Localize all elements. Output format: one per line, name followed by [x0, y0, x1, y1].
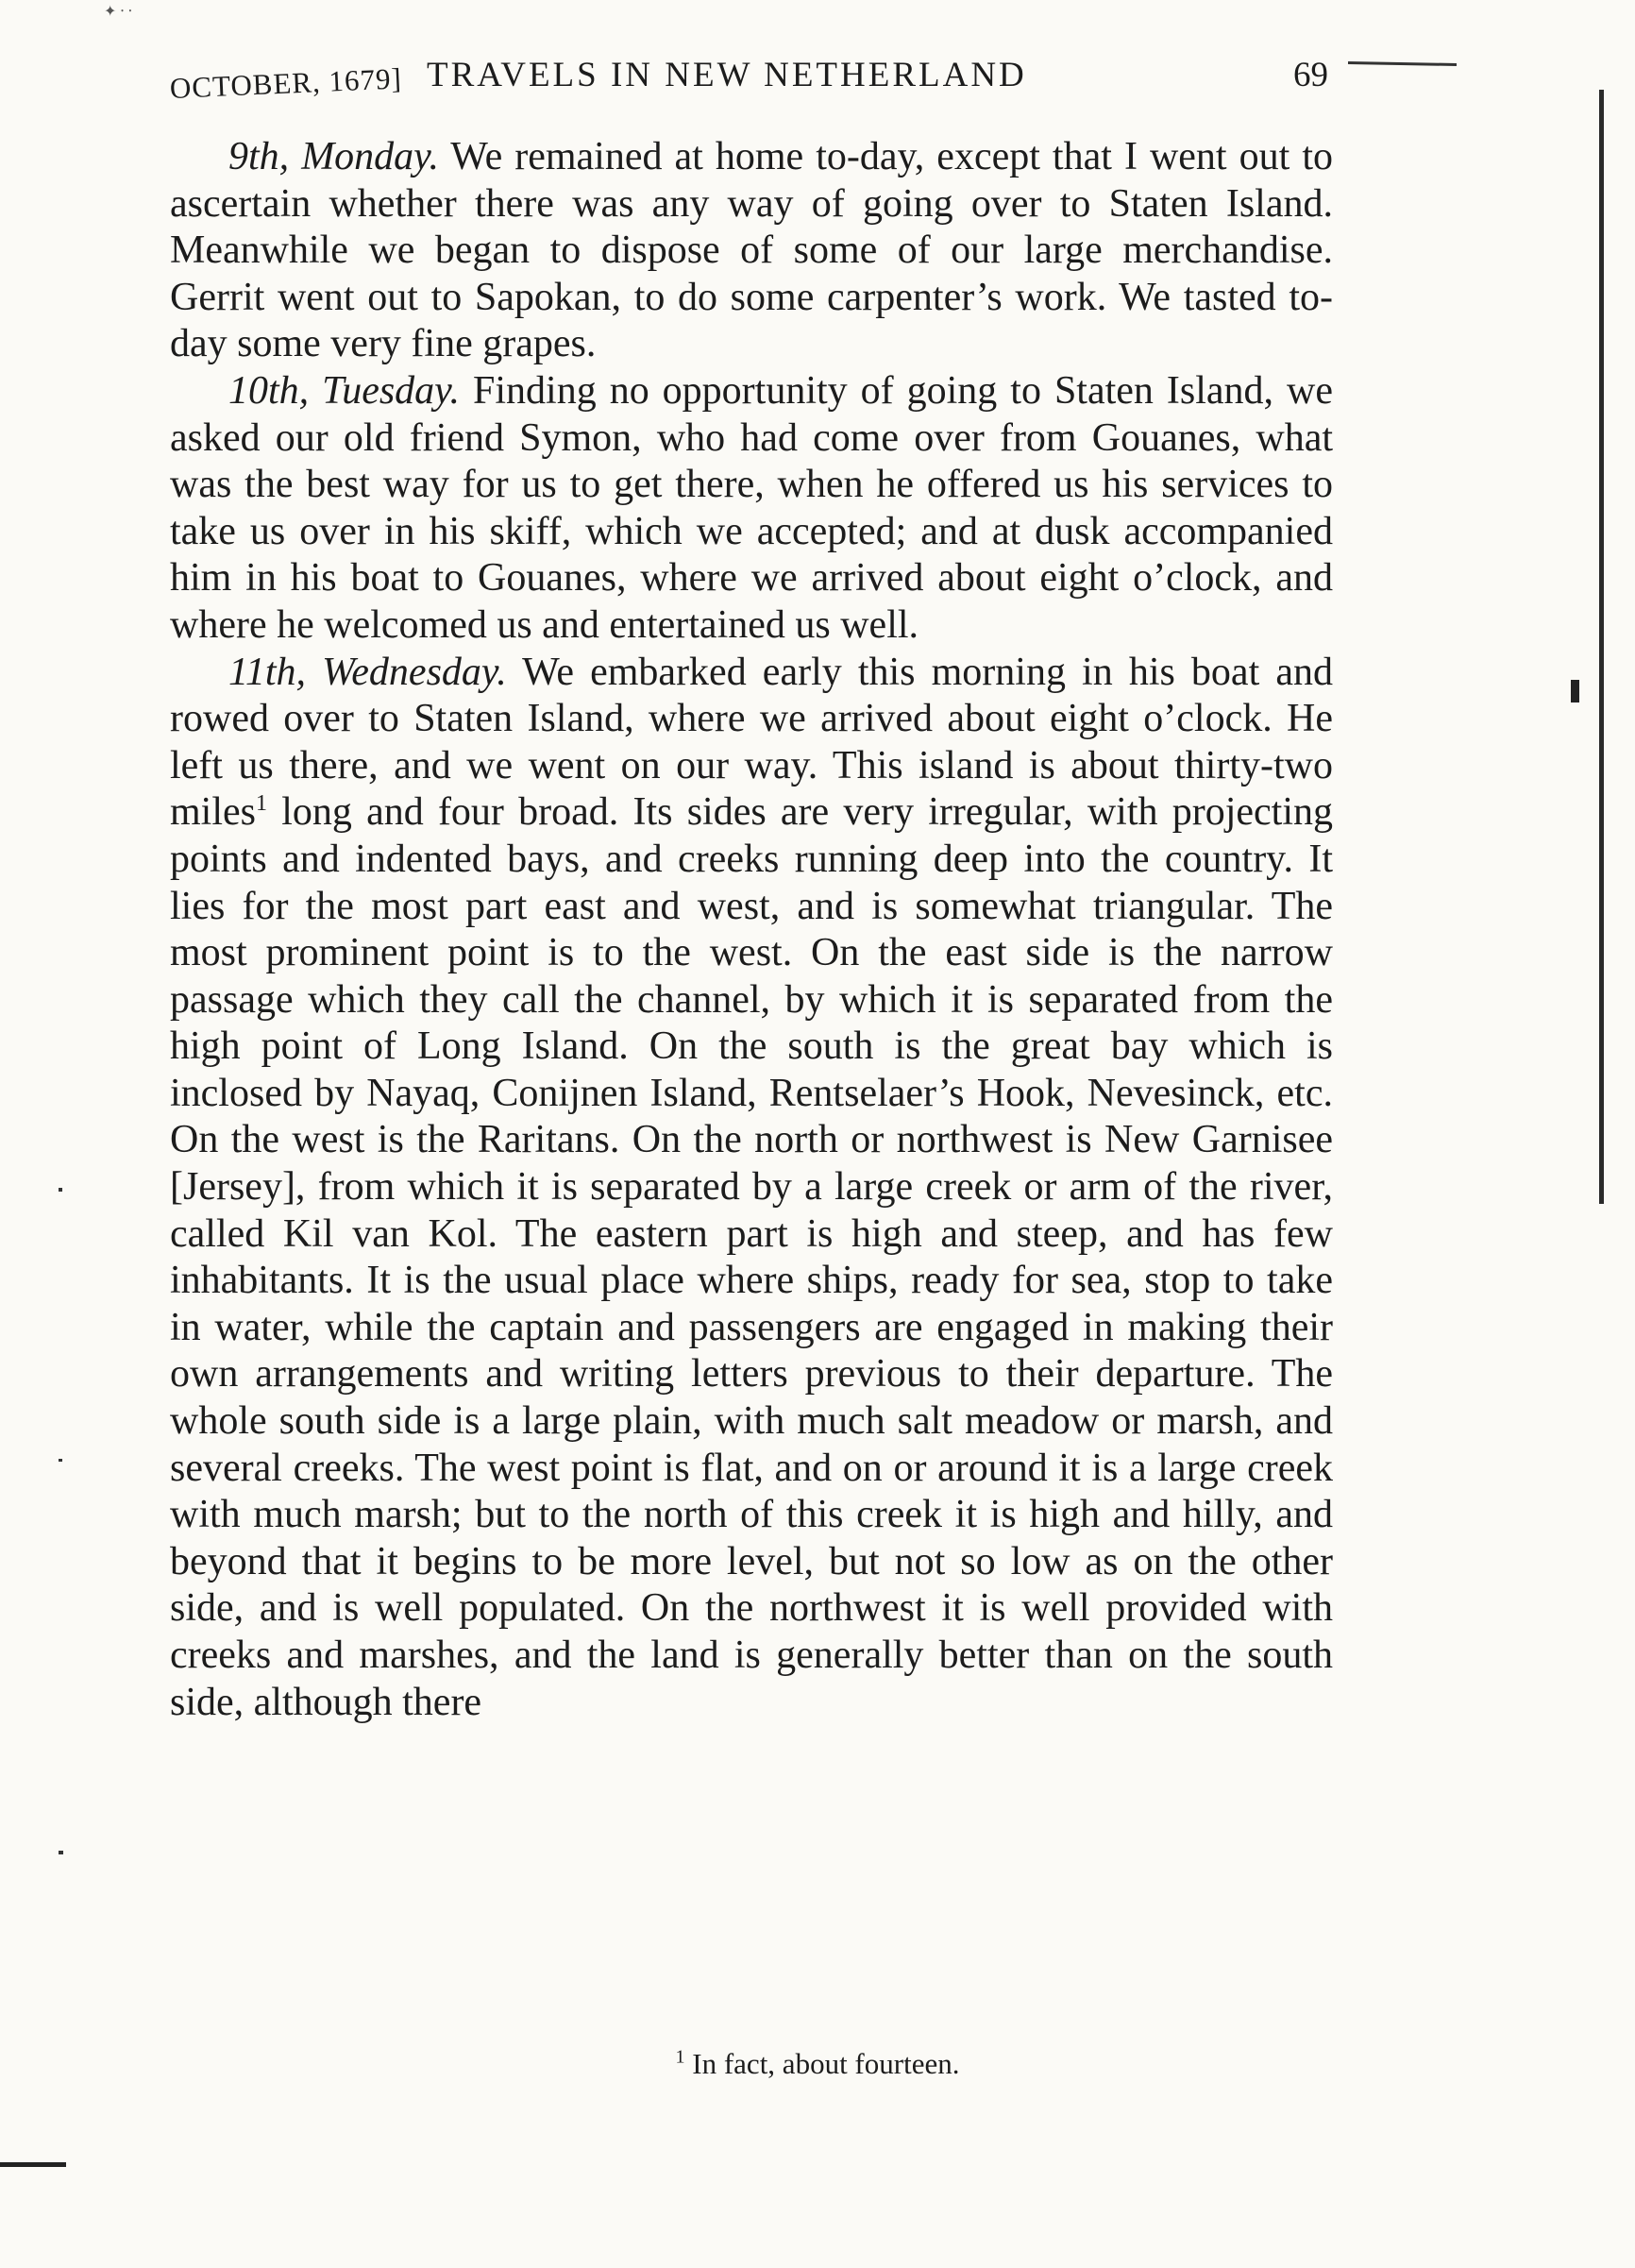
paragraph-oct-10 — [170, 368, 1333, 650]
header-rule — [1348, 61, 1457, 66]
day-heading: 11th, Wednesday. — [228, 650, 507, 694]
scan-artifact: ✦ ⸱ ⸱ — [104, 4, 132, 20]
paragraph-oct-11 — [170, 650, 1333, 1727]
paragraph-text: We embarked early this morning in his boat and rowed over to Staten Island, where we arrived about eight o’clock. He left us there, and we went on our way. This island is about thirty-two miles — [170, 650, 1333, 835]
footnote-text: In fact, about fourteen. — [692, 2047, 960, 2080]
footnote-reference: 1 — [256, 791, 267, 817]
scan-mark — [59, 1459, 62, 1462]
scan-mark — [0, 2162, 66, 2167]
margin-rule — [1599, 90, 1604, 1204]
page-number: 69 — [1293, 56, 1328, 94]
scan-mark — [59, 1188, 62, 1192]
footnote-number: 1 — [675, 2046, 685, 2068]
paragraph-text: We remained at home to-day, except that I went out to ascertain whether there was any way of going over to Staten Island. Meanwhile we began to dispose of some of our large merchandise. Gerrit went out to Sapokan, to do some carpenter’s work. We tasted to-day some very fine grapes. — [170, 135, 1333, 366]
running-date: OCTOBER, 1679] — [169, 61, 403, 105]
scan-mark — [59, 1851, 63, 1854]
paragraph-oct-9 — [170, 134, 1333, 368]
body-text — [170, 134, 1333, 1726]
footnote — [0, 2047, 1635, 2081]
running-header — [170, 55, 1331, 111]
running-title: TRAVELS IN NEW NETHERLAND — [427, 56, 1027, 94]
day-heading: 9th, Monday. — [228, 135, 440, 178]
paragraph-text-continued: long and four broad. Its sides are very irregular, with projecting points and indented bays, and creeks running deep into the country. It lies for the most part east and west, and is somewhat triangular. The most prominent point is to the west. On the east side is the narrow passage which they call the channel, by which it is separated from the high point of Long Island. On the south is the great bay which is inclosed by Nayaq, Conijnen Island, Rentselaer’s Hook, Nevesinck, etc. On the west is the Raritans. On the north or northwest is New Garnisee [Jersey], from which it is separated by a large creek or arm of the river, called Kil van Kol. The eastern part is high and steep, and has few inhabitants. It is the usual place where ships, ready for sea, stop to take in water, while the captain and passengers are engaged in making their own arrangements and writing letters previous to their departure. The whole south side is a large plain, with much salt meadow or marsh, and several creeks. The west point is flat, and on or around it is a large creek with much marsh; but to the north of this creek it is high and hilly, and beyond that it begins to be more level, but not so low as on the other side, and is well populated. On the northwest it is well provided with creeks and marshes, and the land is generally better than on the south side, although there — [170, 790, 1333, 1724]
margin-mark — [1571, 680, 1579, 702]
paragraph-text: Finding no opportunity of going to Staten Island, we asked our old friend Symon, who had come over from Gouanes, what was the best way for us to get there, when he offered us his services to take us over in his skiff, which we accepted; and at dusk accompanied him in his boat to Gouanes, where we arrived about eight o’clock, and where he welcomed us and entertained us well. — [170, 368, 1334, 647]
day-heading: 10th, Tuesday. — [228, 368, 461, 413]
